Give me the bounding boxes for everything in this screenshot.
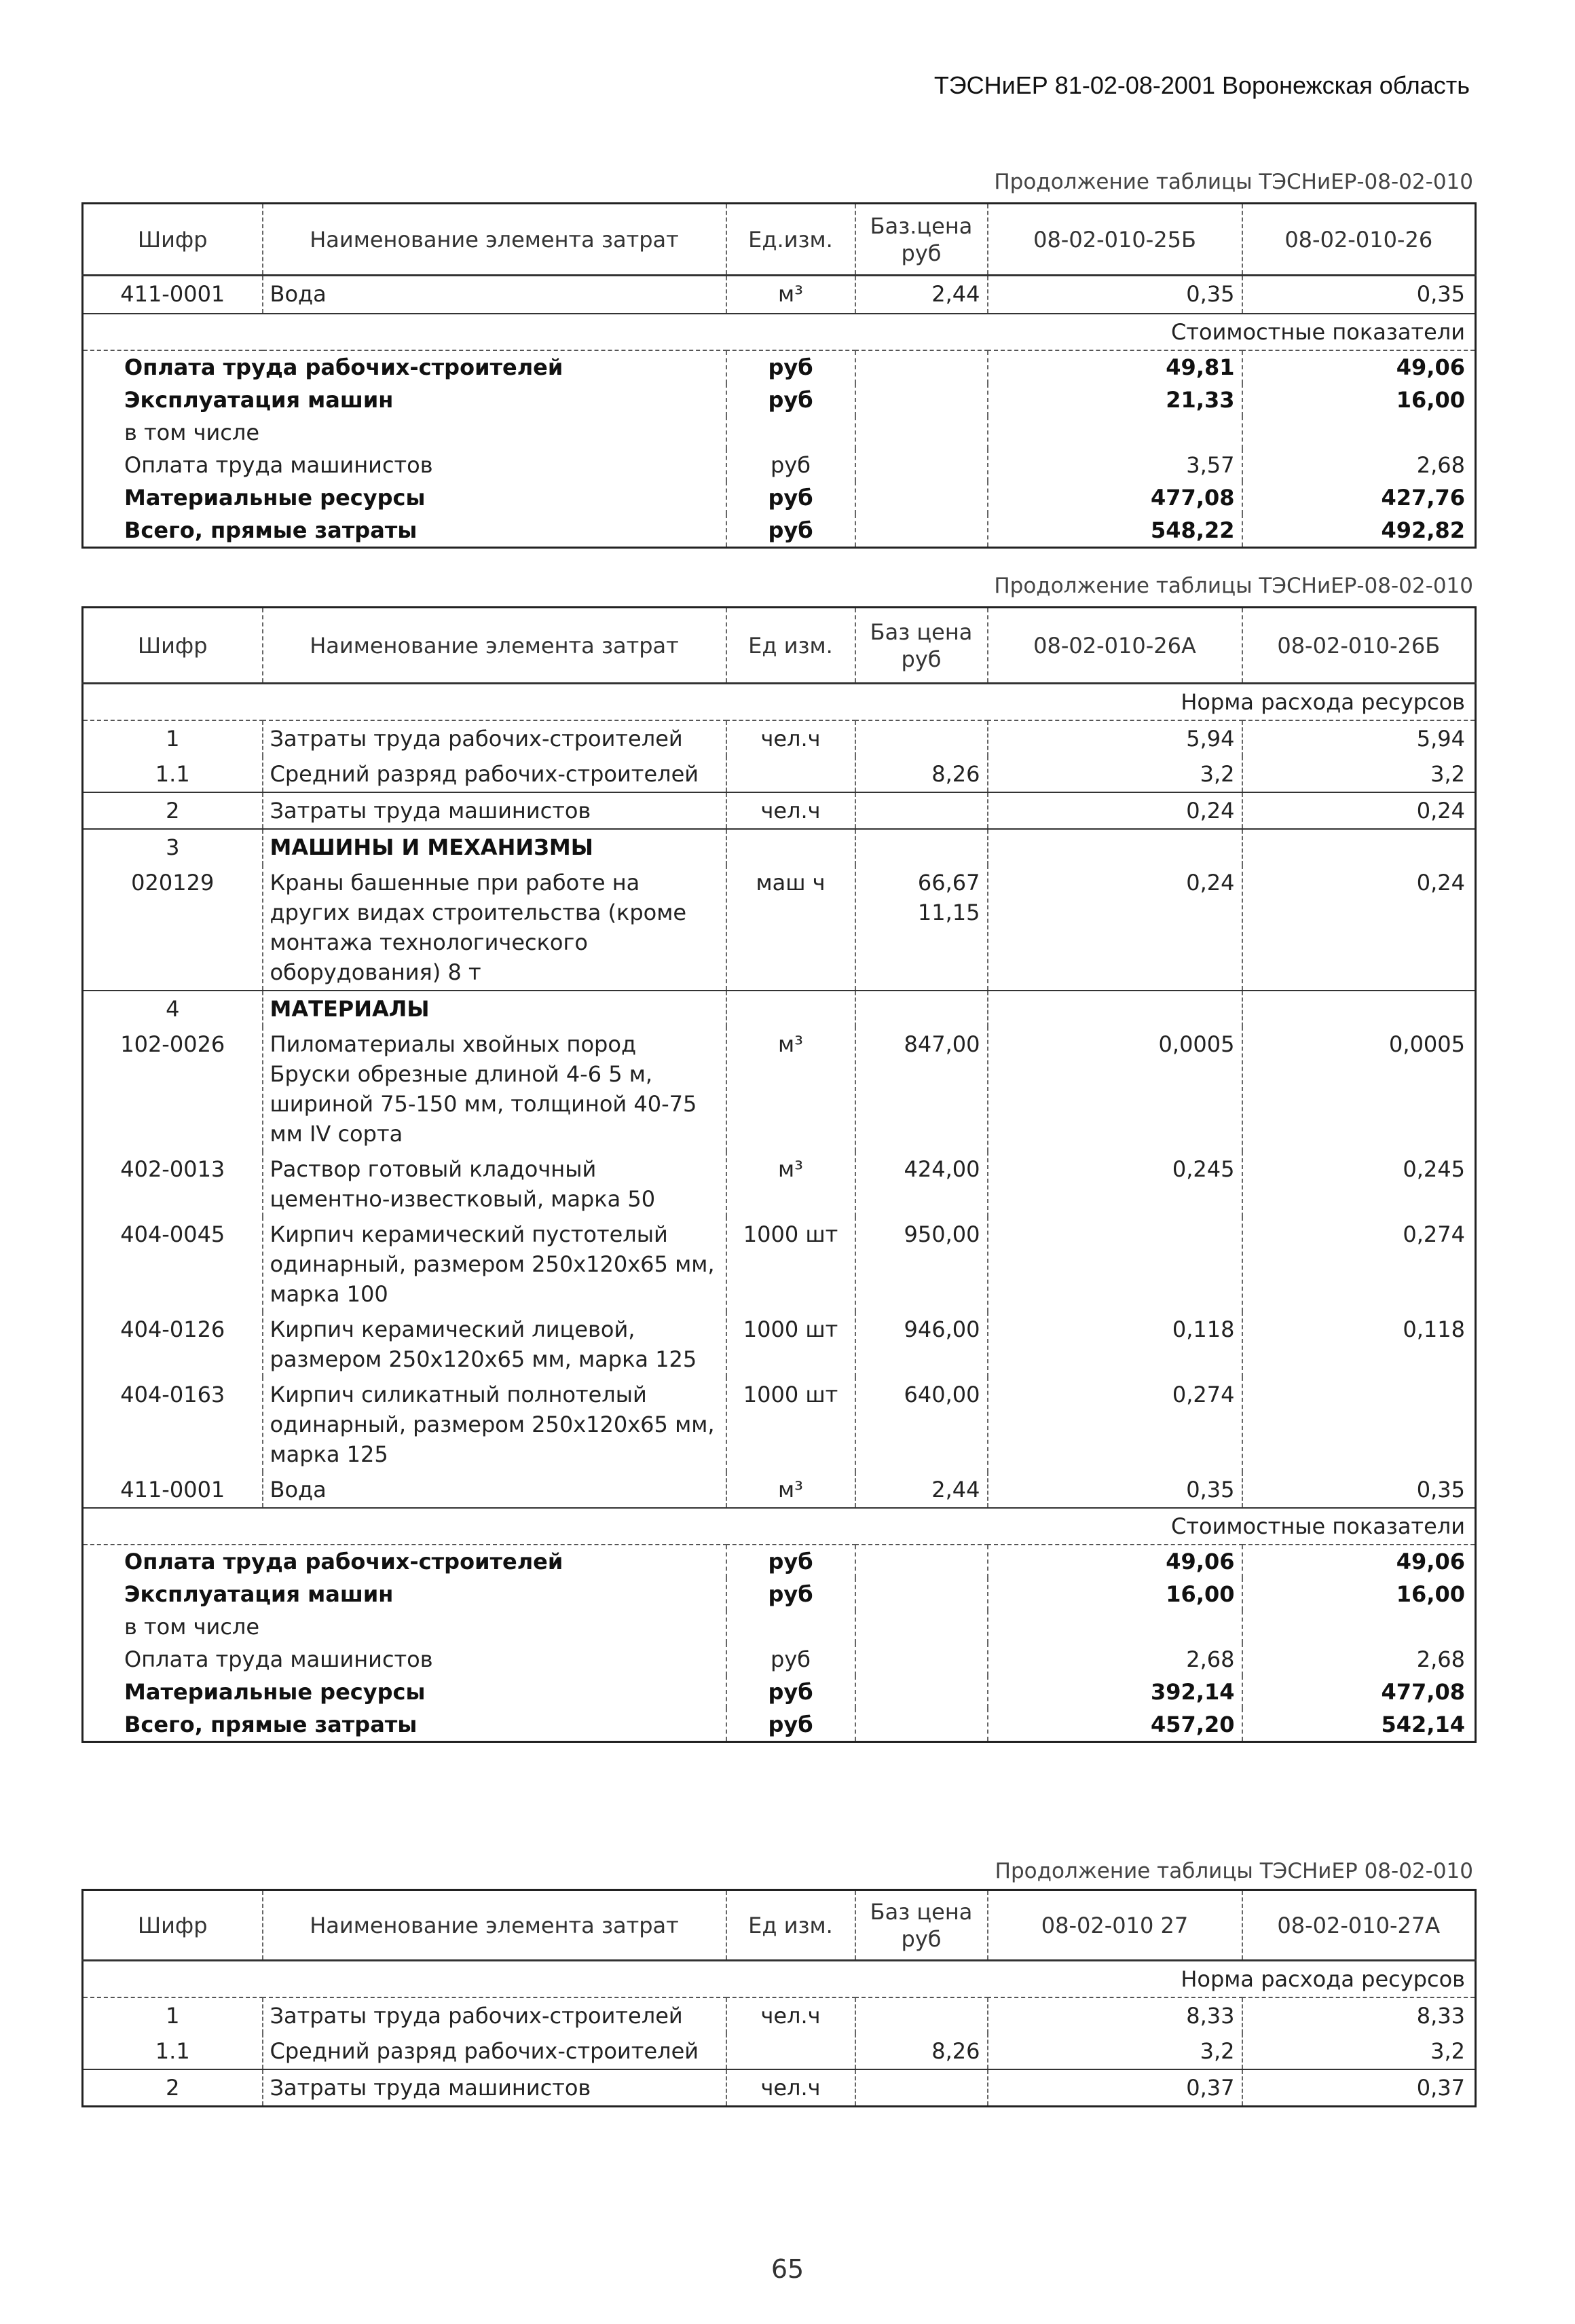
row-name-text: Затраты труда рабочих-строителей bbox=[270, 2003, 683, 2029]
row-code bbox=[83, 792, 263, 829]
row-value-2 bbox=[1242, 1027, 1476, 1151]
table-row bbox=[83, 1027, 1476, 1151]
row-price bbox=[855, 829, 988, 865]
sum-value-1: 548,22 bbox=[988, 514, 1242, 548]
cost-band-label: Стоимостные показатели bbox=[83, 1508, 1476, 1545]
sum-value-2: 49,06 bbox=[1242, 1545, 1476, 1578]
sum-unit: руб bbox=[726, 384, 855, 416]
row-price-text: 8,26 bbox=[931, 2038, 980, 2064]
row-value-1 bbox=[988, 1997, 1242, 2033]
table-row bbox=[83, 756, 1476, 792]
row-code-text: 402-0013 bbox=[120, 1156, 225, 1182]
row-price bbox=[855, 1027, 988, 1151]
row-value-1 bbox=[988, 2069, 1242, 2107]
row-name-text: Затраты труда машинистов bbox=[270, 798, 591, 824]
table-row bbox=[83, 2033, 1476, 2069]
sum-value-1: 2,68 bbox=[988, 1643, 1242, 1676]
row-name-text: Кирпич керамический пустотелый одинарный, размером 250х120х65 мм, марка 100 bbox=[270, 1221, 715, 1307]
row-value-1-text: 3,2 bbox=[1200, 2038, 1235, 2064]
row-unit-text: чел.ч bbox=[760, 2003, 821, 2029]
row-value-1-text: 0,0005 bbox=[1158, 1031, 1235, 1057]
row-price-text: 946,00 bbox=[904, 1316, 980, 1342]
row-code bbox=[83, 1151, 263, 1217]
row-name-text: МАШИНЫ И МЕХАНИЗМЫ bbox=[270, 834, 593, 860]
sum-unit: руб bbox=[726, 1545, 855, 1578]
row-price-secondary: 11,15 bbox=[917, 900, 980, 925]
row-code bbox=[83, 2069, 263, 2107]
row-value-1 bbox=[988, 1151, 1242, 1217]
row-price bbox=[855, 1312, 988, 1377]
col-header-price: Баз цена руб bbox=[855, 608, 988, 684]
row-value-1-text: 0,35 bbox=[1186, 1477, 1235, 1502]
row-name-text: Средний разряд рабочих-строителей bbox=[270, 761, 699, 787]
sum-label-materials: Материальные ресурсы bbox=[124, 1679, 426, 1705]
row-name-text: Кирпич силикатный полнотелый одинарный, размером 250х120х65 мм, марка 125 bbox=[270, 1382, 715, 1467]
row-unit bbox=[726, 1151, 855, 1217]
row-unit-text: чел.ч bbox=[760, 2075, 821, 2101]
row-code-text: 1.1 bbox=[155, 761, 190, 787]
table-row bbox=[83, 2069, 1476, 2107]
row-name-text: Вода bbox=[270, 1477, 327, 1502]
page-header-title: ТЭСНиЕР 81-02-08-2001 Воронежская область bbox=[933, 71, 1470, 99]
row-name bbox=[263, 2033, 726, 2069]
sum-unit: руб bbox=[726, 514, 855, 548]
row-name bbox=[263, 792, 726, 829]
table-row bbox=[83, 1217, 1476, 1312]
col-header-unit: Ед изм. bbox=[726, 608, 855, 684]
row-code bbox=[83, 720, 263, 756]
row-price-text: 8,26 bbox=[931, 761, 980, 787]
row-unit bbox=[726, 1377, 855, 1472]
row-value-1-text: 8,33 bbox=[1186, 2003, 1235, 2029]
row-unit-text: м³ bbox=[778, 1156, 803, 1182]
sum-value-2: 2,68 bbox=[1242, 449, 1476, 481]
row-unit-text: маш ч bbox=[756, 870, 826, 896]
sum-unit: руб bbox=[726, 481, 855, 514]
row-value-2: 0,35 bbox=[1242, 276, 1476, 314]
row-price-text: 640,00 bbox=[904, 1382, 980, 1407]
table-row bbox=[83, 1377, 1476, 1472]
row-code-text: 404-0045 bbox=[120, 1221, 225, 1247]
sum-value-1: 16,00 bbox=[988, 1578, 1242, 1610]
col-header-name: Наименование элемента затрат bbox=[263, 204, 726, 276]
row-name-text: Затраты труда рабочих-строителей bbox=[270, 726, 683, 752]
row-price-text: 424,00 bbox=[904, 1156, 980, 1182]
row-name-text: МАТЕРИАЛЫ bbox=[270, 996, 430, 1022]
col-header-code: Шифр bbox=[83, 1890, 263, 1961]
row-price bbox=[855, 1377, 988, 1472]
sum-label-total: Всего, прямые затраты bbox=[124, 517, 418, 543]
row-code bbox=[83, 1997, 263, 2033]
row-value-2 bbox=[1242, 1472, 1476, 1508]
sum-value-2: 542,14 bbox=[1242, 1708, 1476, 1742]
col-header-name: Наименование элемента затрат bbox=[263, 608, 726, 684]
row-name bbox=[263, 2069, 726, 2107]
row-unit-text: 1000 шт bbox=[743, 1382, 838, 1407]
row-unit bbox=[726, 2069, 855, 2107]
row-value-2-text: 3,2 bbox=[1430, 2038, 1465, 2064]
sum-value-1: 3,57 bbox=[988, 449, 1242, 481]
row-name bbox=[263, 991, 726, 1027]
row-unit-text: чел.ч bbox=[760, 798, 821, 824]
row-name-text: Затраты труда машинистов bbox=[270, 2075, 591, 2101]
col-header-price: Баз.цена руб bbox=[855, 204, 988, 276]
row-price bbox=[855, 1217, 988, 1312]
sum-label-incl: в том числе bbox=[124, 1614, 259, 1640]
table-row bbox=[83, 1472, 1476, 1508]
page-number: 65 bbox=[771, 2254, 804, 2284]
row-price-text: 66,67 bbox=[917, 870, 980, 896]
row-code bbox=[83, 756, 263, 792]
table-row bbox=[83, 276, 1476, 314]
row-value-1-text: 0,274 bbox=[1172, 1382, 1235, 1407]
row-name bbox=[263, 720, 726, 756]
table-row bbox=[83, 1997, 1476, 2033]
sum-value-2: 427,76 bbox=[1242, 481, 1476, 514]
row-value-1-text: 0,24 bbox=[1186, 798, 1235, 824]
row-value-2-text: 8,33 bbox=[1416, 2003, 1465, 2029]
row-code bbox=[83, 865, 263, 991]
row-value-1 bbox=[988, 1472, 1242, 1508]
row-value-2 bbox=[1242, 1997, 1476, 2033]
row-price bbox=[855, 991, 988, 1027]
row-unit bbox=[726, 865, 855, 991]
row-unit bbox=[726, 829, 855, 865]
row-name bbox=[263, 1472, 726, 1508]
row-value-2 bbox=[1242, 720, 1476, 756]
row-name bbox=[263, 1027, 726, 1151]
row-name: Вода bbox=[263, 276, 726, 314]
row-unit bbox=[726, 2033, 855, 2069]
sum-label-incl: в том числе bbox=[124, 419, 259, 445]
row-code-text: 2 bbox=[166, 2075, 180, 2101]
row-value-1 bbox=[988, 1377, 1242, 1472]
sum-value-2: 492,82 bbox=[1242, 514, 1476, 548]
row-name bbox=[263, 1217, 726, 1312]
row-code bbox=[83, 1377, 263, 1472]
row-unit-text: чел.ч bbox=[760, 726, 821, 752]
row-price bbox=[855, 1472, 988, 1508]
table-row bbox=[83, 1151, 1476, 1217]
row-value-2 bbox=[1242, 2069, 1476, 2107]
row-value-2-text: 0,274 bbox=[1403, 1221, 1465, 1247]
row-name bbox=[263, 829, 726, 865]
row-unit bbox=[726, 792, 855, 829]
row-code-text: 4 bbox=[166, 996, 180, 1022]
row-value-1: 0,35 bbox=[988, 276, 1242, 314]
row-value-2-text: 0,24 bbox=[1416, 798, 1465, 824]
row-value-1-text: 5,94 bbox=[1186, 726, 1235, 752]
sum-unit: руб bbox=[726, 1578, 855, 1610]
row-unit-text: м³ bbox=[778, 1477, 803, 1502]
sum-label-drivers: Оплата труда машинистов bbox=[124, 1646, 433, 1672]
row-value-2 bbox=[1242, 756, 1476, 792]
sum-label-drivers: Оплата труда машинистов bbox=[124, 451, 433, 478]
row-price-text: 847,00 bbox=[904, 1031, 980, 1057]
col-header-code-2: 08-02-010-26 bbox=[1242, 204, 1476, 276]
row-code bbox=[83, 1217, 263, 1312]
row-value-1 bbox=[988, 865, 1242, 991]
row-value-1 bbox=[988, 1027, 1242, 1151]
row-unit bbox=[726, 1027, 855, 1151]
row-code bbox=[83, 2033, 263, 2069]
row-code bbox=[83, 1312, 263, 1377]
row-value-1 bbox=[988, 2033, 1242, 2069]
row-price bbox=[855, 865, 988, 991]
table-row bbox=[83, 991, 1476, 1027]
row-code-text: 1.1 bbox=[155, 2038, 190, 2064]
row-value-2-text: 0,35 bbox=[1416, 1477, 1465, 1502]
row-price bbox=[855, 792, 988, 829]
sum-value-2: 477,08 bbox=[1242, 1676, 1476, 1708]
row-value-1 bbox=[988, 1312, 1242, 1377]
sum-value-2: 49,06 bbox=[1242, 350, 1476, 384]
sum-unit: руб bbox=[726, 1643, 855, 1676]
row-unit bbox=[726, 756, 855, 792]
row-code-text: 1 bbox=[166, 726, 180, 752]
row-price bbox=[855, 2069, 988, 2107]
norm-band-label: Норма расхода ресурсов bbox=[83, 684, 1476, 721]
row-unit bbox=[726, 1997, 855, 2033]
row-unit bbox=[726, 991, 855, 1027]
row-value-2 bbox=[1242, 991, 1476, 1027]
col-header-code-2: 08-02-010-26Б bbox=[1242, 608, 1476, 684]
row-value-1 bbox=[988, 756, 1242, 792]
row-value-2-text: 0,245 bbox=[1403, 1156, 1465, 1182]
sum-value-1: 49,06 bbox=[988, 1545, 1242, 1578]
row-name bbox=[263, 756, 726, 792]
row-value-1 bbox=[988, 991, 1242, 1027]
sum-label-materials: Материальные ресурсы bbox=[124, 484, 426, 511]
row-unit bbox=[726, 1312, 855, 1377]
sum-unit: руб bbox=[726, 1708, 855, 1742]
row-value-1-text: 0,24 bbox=[1186, 870, 1235, 896]
row-value-2 bbox=[1242, 1377, 1476, 1472]
row-code bbox=[83, 829, 263, 865]
row-value-2-text: 0,118 bbox=[1403, 1316, 1465, 1342]
row-code-text: 404-0126 bbox=[120, 1316, 225, 1342]
sum-value-2: 16,00 bbox=[1242, 384, 1476, 416]
row-value-1 bbox=[988, 792, 1242, 829]
row-code bbox=[83, 1027, 263, 1151]
row-code bbox=[83, 1472, 263, 1508]
row-name-text: Пиломатериалы хвойных пород Бруски обрезные длиной 4-6 5 м, шириной 75-150 мм, толщиной 40-75 мм IV сорта bbox=[270, 1031, 697, 1147]
row-unit-text: м³ bbox=[778, 1031, 803, 1057]
row-name bbox=[263, 865, 726, 991]
row-value-2-text: 0,0005 bbox=[1389, 1031, 1465, 1057]
row-price bbox=[855, 1151, 988, 1217]
row-value-1 bbox=[988, 720, 1242, 756]
row-value-1-text: 3,2 bbox=[1200, 761, 1235, 787]
row-value-1-text: 0,37 bbox=[1186, 2075, 1235, 2101]
row-price bbox=[855, 2033, 988, 2069]
col-header-code-1: 08-02-010-25Б bbox=[988, 204, 1242, 276]
sum-value-2: 16,00 bbox=[1242, 1578, 1476, 1610]
row-code-text: 404-0163 bbox=[120, 1382, 225, 1407]
row-code bbox=[83, 991, 263, 1027]
row-unit bbox=[726, 720, 855, 756]
row-name-text: Средний разряд рабочих-строителей bbox=[270, 2038, 699, 2064]
col-header-code: Шифр bbox=[83, 608, 263, 684]
row-value-2 bbox=[1242, 1217, 1476, 1312]
row-value-2-text: 3,2 bbox=[1430, 761, 1465, 787]
row-price bbox=[855, 756, 988, 792]
row-code-text: 411-0001 bbox=[120, 1477, 225, 1502]
sum-unit: руб bbox=[726, 449, 855, 481]
table-row bbox=[83, 1312, 1476, 1377]
row-value-1-text: 0,245 bbox=[1172, 1156, 1235, 1182]
row-value-2-text: 0,37 bbox=[1416, 2075, 1465, 2101]
col-header-unit: Ед.изм. bbox=[726, 204, 855, 276]
row-code-text: 1 bbox=[166, 2003, 180, 2029]
cost-table-2 bbox=[81, 606, 1477, 1743]
row-price: 2,44 bbox=[855, 276, 988, 314]
row-code-text: 2 bbox=[166, 798, 180, 824]
sum-label-machines: Эксплуатация машин bbox=[124, 386, 394, 413]
sum-value-1: 392,14 bbox=[988, 1676, 1242, 1708]
row-value-1 bbox=[988, 829, 1242, 865]
col-header-price: Баз цена руб bbox=[855, 1890, 988, 1961]
row-value-2-text: 0,24 bbox=[1416, 870, 1465, 896]
row-unit-text: 1000 шт bbox=[743, 1316, 838, 1342]
col-header-unit: Ед изм. bbox=[726, 1890, 855, 1961]
cost-band-label: Стоимостные показатели bbox=[83, 314, 1476, 350]
row-value-2 bbox=[1242, 1151, 1476, 1217]
col-header-name: Наименование элемента затрат bbox=[263, 1890, 726, 1961]
row-name-text: Краны башенные при работе на других видах строительства (кроме монтажа технологического оборудования) 8 т bbox=[270, 870, 687, 985]
table-caption-2: Продолжение таблицы ТЭСНиЕР-08-02-010 bbox=[994, 574, 1473, 598]
table-row bbox=[83, 829, 1476, 865]
row-name bbox=[263, 1151, 726, 1217]
col-header-code-1: 08-02-010 27 bbox=[988, 1890, 1242, 1961]
row-name bbox=[263, 1312, 726, 1377]
sum-value-2: 2,68 bbox=[1242, 1643, 1476, 1676]
row-code-text: 3 bbox=[166, 834, 180, 860]
row-name bbox=[263, 1377, 726, 1472]
sum-unit: руб bbox=[726, 350, 855, 384]
table-caption-3: Продолжение таблицы ТЭСНиЕР 08-02-010 bbox=[995, 1859, 1473, 1883]
norm-band-label: Норма расхода ресурсов bbox=[83, 1961, 1476, 1998]
row-value-2-text: 5,94 bbox=[1416, 726, 1465, 752]
col-header-code: Шифр bbox=[83, 204, 263, 276]
row-price bbox=[855, 720, 988, 756]
row-name bbox=[263, 1997, 726, 2033]
sum-label-labor: Оплата труда рабочих-строителей bbox=[124, 1549, 563, 1574]
row-price-text: 2,44 bbox=[931, 1477, 980, 1502]
sum-label-total: Всего, прямые затраты bbox=[124, 1712, 418, 1737]
row-unit: м³ bbox=[726, 276, 855, 314]
sum-label-labor: Оплата труда рабочих-строителей bbox=[124, 354, 563, 380]
sum-value-1: 21,33 bbox=[988, 384, 1242, 416]
row-value-1-text: 0,118 bbox=[1172, 1316, 1235, 1342]
sum-value-1: 477,08 bbox=[988, 481, 1242, 514]
row-unit bbox=[726, 1217, 855, 1312]
row-name-text: Кирпич керамический лицевой, размером 250х120х65 мм, марка 125 bbox=[270, 1316, 697, 1372]
row-value-2 bbox=[1242, 865, 1476, 991]
cost-table-3 bbox=[81, 1889, 1477, 2107]
row-name-text: Раствор готовый кладочный цементно-известковый, марка 50 bbox=[270, 1156, 656, 1212]
table-row bbox=[83, 720, 1476, 756]
row-code-text: 020129 bbox=[131, 870, 215, 896]
row-value-2 bbox=[1242, 2033, 1476, 2069]
table-row bbox=[83, 865, 1476, 991]
row-code-text: 102-0026 bbox=[120, 1031, 225, 1057]
row-value-2 bbox=[1242, 792, 1476, 829]
row-value-2 bbox=[1242, 1312, 1476, 1377]
row-value-2 bbox=[1242, 829, 1476, 865]
row-value-1 bbox=[988, 1217, 1242, 1312]
row-price bbox=[855, 1997, 988, 2033]
col-header-code-1: 08-02-010-26А bbox=[988, 608, 1242, 684]
table-row bbox=[83, 792, 1476, 829]
cost-table-1 bbox=[81, 202, 1477, 549]
row-price-text: 950,00 bbox=[904, 1221, 980, 1247]
row-unit-text: 1000 шт bbox=[743, 1221, 838, 1247]
sum-label-machines: Эксплуатация машин bbox=[124, 1581, 394, 1607]
sum-value-1: 49,81 bbox=[988, 350, 1242, 384]
sum-value-1: 457,20 bbox=[988, 1708, 1242, 1742]
col-header-code-2: 08-02-010-27А bbox=[1242, 1890, 1476, 1961]
table-caption-1: Продолжение таблицы ТЭСНиЕР-08-02-010 bbox=[994, 170, 1473, 194]
row-unit bbox=[726, 1472, 855, 1508]
row-code: 411-0001 bbox=[120, 281, 225, 307]
sum-unit: руб bbox=[726, 1676, 855, 1708]
